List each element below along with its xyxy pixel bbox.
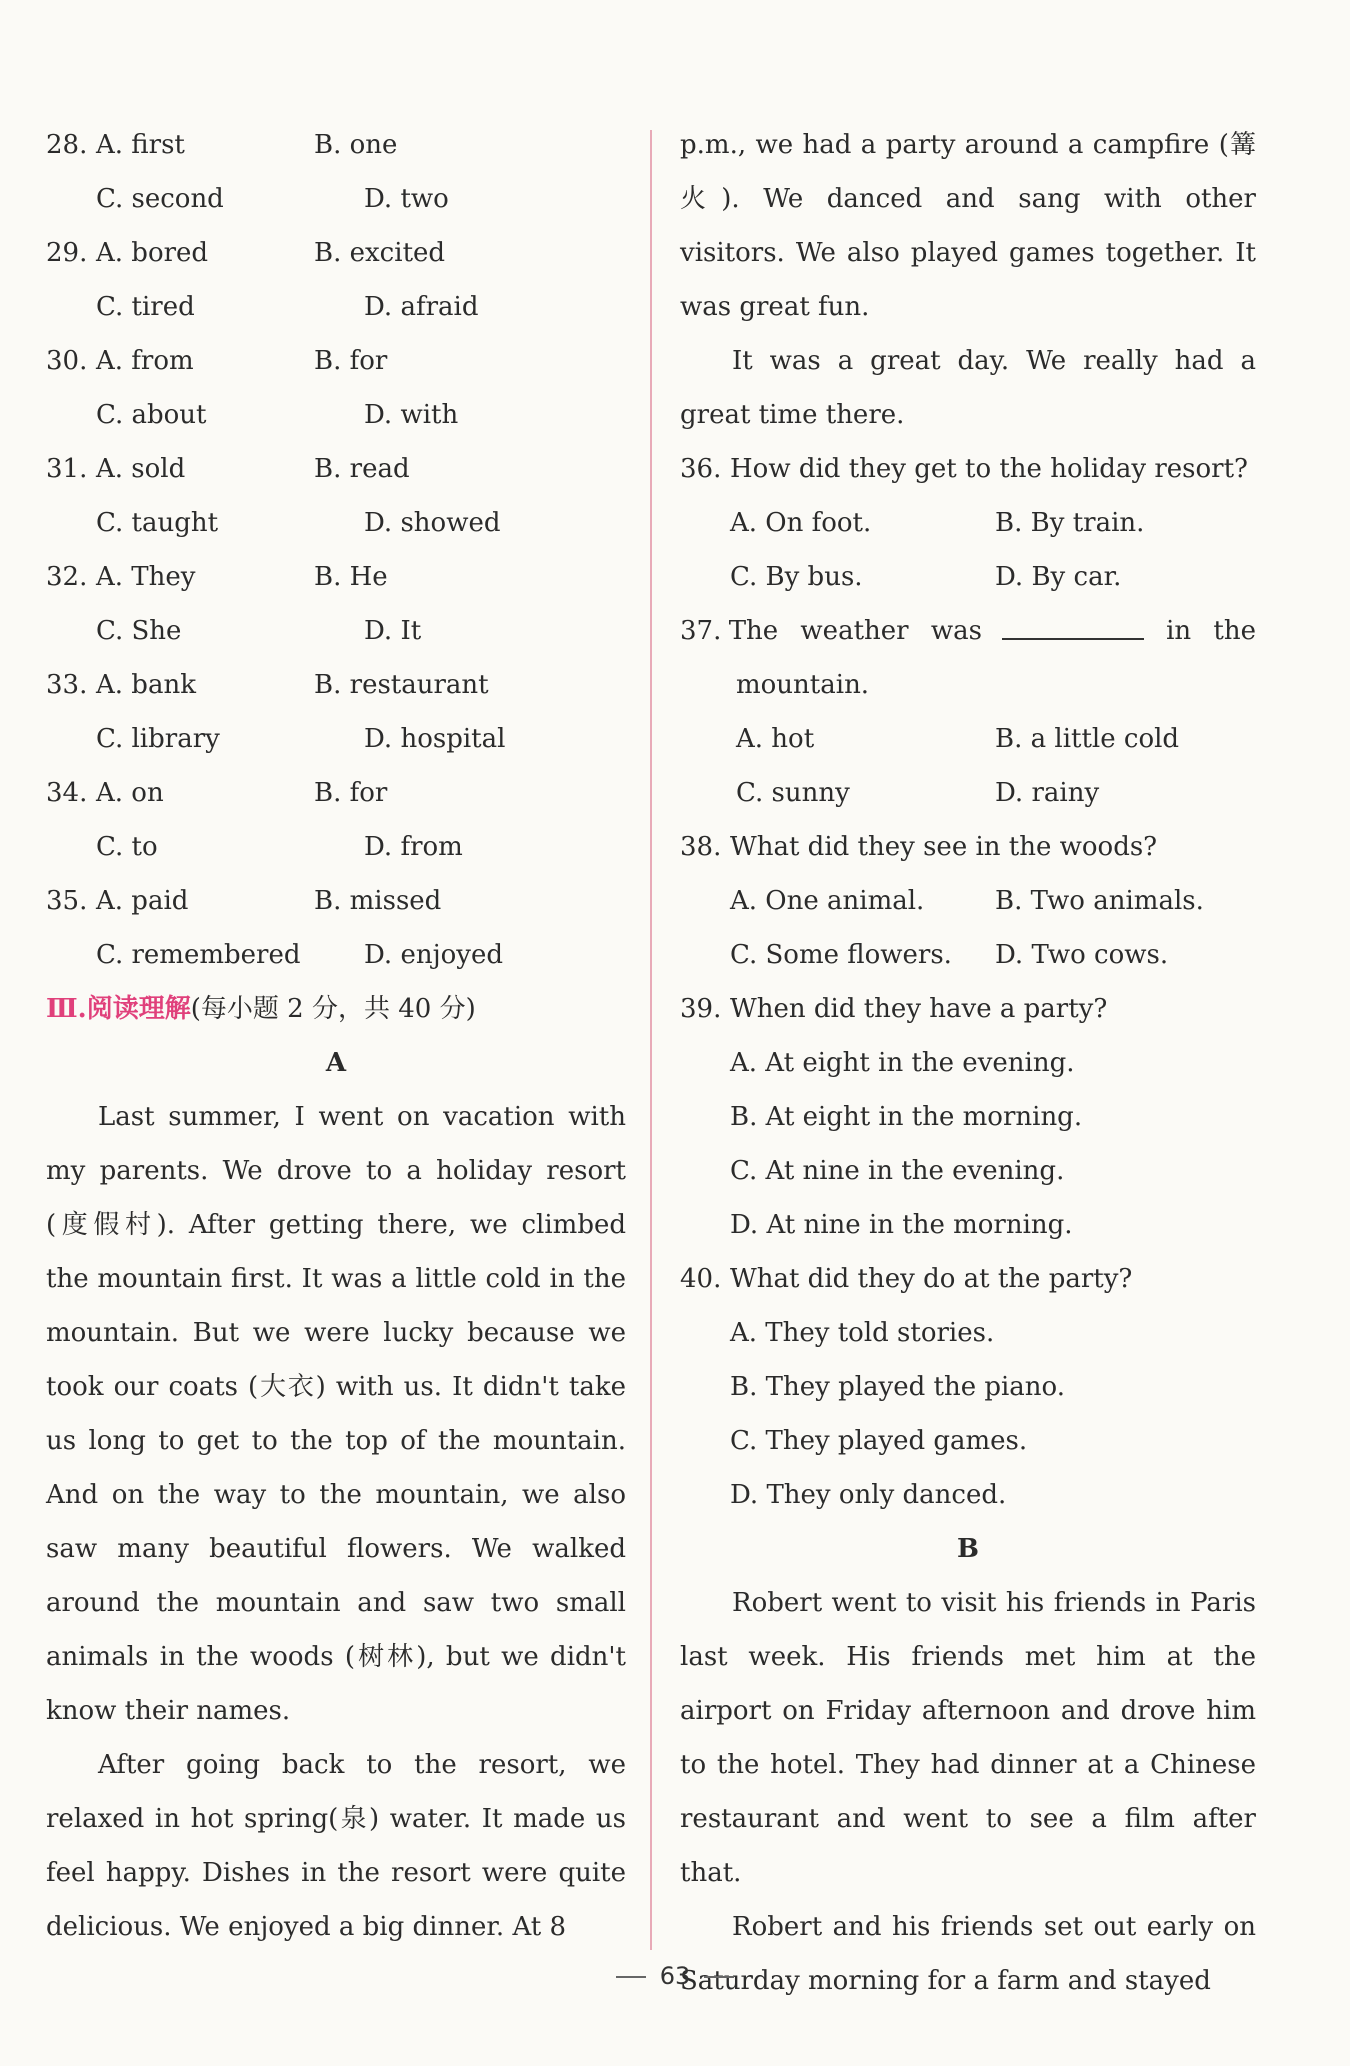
passage-a-paragraph-2: After going back to the resort, we relaxed in hot spring(泉) water. It made us feel happy. Dishes in the resort were quite delicious. We enjoyed a big dinner. At 8: [46, 1750, 626, 1942]
option-a[interactable]: A. They told stories.: [730, 1318, 995, 1348]
passage-a-heading: A: [325, 1048, 347, 1078]
question-number: 38.: [680, 832, 722, 862]
option-row: [46, 712, 626, 766]
option-b[interactable]: B. for: [314, 778, 388, 808]
question-number: 36.: [680, 454, 722, 484]
option-a[interactable]: A. bank: [96, 670, 196, 700]
question-38: [680, 820, 1256, 874]
option-d[interactable]: D. enjoyed: [364, 940, 504, 970]
option-row: [46, 118, 626, 172]
answer-blank[interactable]: [1002, 604, 1144, 640]
question-number: 34.: [46, 778, 88, 808]
option-a[interactable]: A. sold: [96, 454, 186, 484]
question-number: 40.: [680, 1264, 722, 1294]
option-row: [46, 280, 626, 334]
option-a[interactable]: A. bored: [96, 238, 209, 268]
option-row: [46, 928, 626, 982]
passage-a-continuation: p.m., we had a party around a campfire (篝火). We danced and sang with other visitors. We also played games together. It was great fun.: [680, 130, 1256, 322]
question-text: What did they see in the woods?: [730, 832, 1158, 862]
option-a[interactable]: A. They: [96, 562, 196, 592]
option-row: [46, 442, 626, 496]
option-d[interactable]: D. afraid: [364, 292, 479, 322]
option-c[interactable]: C. taught: [96, 508, 219, 538]
cloze-options: [46, 118, 626, 982]
option-row: [46, 766, 626, 820]
option-c[interactable]: C. Some flowers.: [730, 940, 952, 970]
question-37: [680, 604, 1256, 658]
option-c[interactable]: C. second: [96, 184, 224, 214]
option-c[interactable]: C. By bus.: [730, 562, 863, 592]
option-row: [680, 550, 1256, 604]
option-row: [46, 172, 626, 226]
option-b[interactable]: B. They played the piano.: [730, 1372, 1066, 1402]
option-d[interactable]: D. from: [364, 832, 463, 862]
question-40: [680, 1252, 1256, 1306]
question-text: The weather was: [728, 616, 982, 646]
question-number: 30.: [46, 346, 88, 376]
option-row: [680, 496, 1256, 550]
question-text: How did they get to the holiday resort?: [730, 454, 1248, 484]
option-a[interactable]: A. On foot.: [730, 508, 872, 538]
left-column: [46, 118, 626, 1954]
option-row: [680, 928, 1256, 982]
option-row: [46, 496, 626, 550]
option-b[interactable]: B. a little cold: [995, 724, 1180, 754]
section-heading: [46, 982, 626, 1036]
option-a[interactable]: A. on: [96, 778, 164, 808]
right-column: [680, 118, 1256, 2008]
option-row: [46, 550, 626, 604]
option-c[interactable]: C. remembered: [96, 940, 301, 970]
option-a[interactable]: A. hot: [736, 724, 815, 754]
question-number: 29.: [46, 238, 88, 268]
passage-b-heading: B: [957, 1534, 979, 1564]
section-title: 阅读理解: [86, 994, 191, 1024]
option-row: [46, 658, 626, 712]
option-d[interactable]: D. showed: [364, 508, 501, 538]
passage-a-closing: It was a great day. We really had a great time there.: [680, 346, 1256, 430]
option-d[interactable]: D. with: [364, 400, 459, 430]
option-c[interactable]: C. about: [96, 400, 207, 430]
question-number: 31.: [46, 454, 88, 484]
option-row: [46, 226, 626, 280]
option-d[interactable]: D. two: [364, 184, 449, 214]
option-row: [46, 388, 626, 442]
dash-left: [616, 1976, 646, 1978]
page-number: 63: [659, 1962, 691, 1990]
option-c[interactable]: C. At nine in the evening.: [730, 1156, 1065, 1186]
question-number: 39.: [680, 994, 722, 1024]
question-number: 37.: [680, 616, 722, 646]
option-row: [46, 820, 626, 874]
option-b[interactable]: B. missed: [314, 886, 442, 916]
option-b[interactable]: B. read: [314, 454, 410, 484]
option-a[interactable]: A. One animal.: [730, 886, 925, 916]
page-number-footer: [0, 1962, 1350, 1990]
option-a[interactable]: A. paid: [96, 886, 189, 916]
option-a[interactable]: A. from: [96, 346, 194, 376]
option-b[interactable]: B. excited: [314, 238, 446, 268]
option-d[interactable]: D. It: [364, 616, 422, 646]
question-number: 28.: [46, 130, 88, 160]
option-d[interactable]: D. By car.: [995, 562, 1122, 592]
passage-b-paragraph-1: Robert went to visit his friends in Paris last week. His friends met him at the airport on Friday afternoon and drove him to the hotel. They had dinner at a Chinese restaurant and went to see a film after that.: [680, 1588, 1256, 1888]
option-d[interactable]: D. Two cows.: [995, 940, 1169, 970]
option-d[interactable]: D. rainy: [995, 778, 1100, 808]
question-number: 35.: [46, 886, 88, 916]
question-text-continued: mountain.: [736, 670, 870, 700]
section-score-note: (每小题 2 分，共 40 分): [190, 994, 476, 1024]
option-c[interactable]: C. library: [96, 724, 220, 754]
dash-right: [704, 1976, 734, 1978]
option-b[interactable]: B. Two animals.: [995, 886, 1204, 916]
option-d[interactable]: D. hospital: [364, 724, 506, 754]
option-b[interactable]: B. one: [314, 130, 398, 160]
question-number: 32.: [46, 562, 88, 592]
section-roman-numeral: Ⅲ.: [46, 994, 87, 1024]
question-39: [680, 982, 1256, 1036]
passage-b-paragraph-2: Robert and his friends set out early on Saturday morning for a farm and stayed: [680, 1912, 1256, 1996]
option-c[interactable]: C. sunny: [736, 778, 850, 808]
option-b[interactable]: B. At eight in the morning.: [730, 1102, 1083, 1132]
option-a[interactable]: A. At eight in the evening.: [730, 1048, 1075, 1078]
option-c[interactable]: C. She: [96, 616, 182, 646]
option-row: [46, 604, 626, 658]
question-36: [680, 442, 1256, 496]
column-divider: [650, 130, 652, 1950]
option-b[interactable]: B. By train.: [995, 508, 1145, 538]
option-c[interactable]: C. They played games.: [730, 1426, 1028, 1456]
question-text: What did they do at the party?: [730, 1264, 1133, 1294]
option-c[interactable]: C. to: [96, 832, 158, 862]
option-d[interactable]: D. At nine in the morning.: [730, 1210, 1073, 1240]
option-row: [46, 334, 626, 388]
option-a[interactable]: A. first: [96, 130, 185, 160]
option-row: [680, 766, 1256, 820]
option-d[interactable]: D. They only danced.: [730, 1480, 1007, 1510]
question-text-end: in the: [1166, 616, 1256, 646]
option-row: [680, 712, 1256, 766]
option-b[interactable]: B. restaurant: [314, 670, 489, 700]
question-number: 33.: [46, 670, 88, 700]
option-row: [46, 874, 626, 928]
option-b[interactable]: B. for: [314, 346, 388, 376]
question-text: When did they have a party?: [730, 994, 1108, 1024]
passage-a-paragraph-1: Last summer, I went on vacation with my parents. We drove to a holiday resort (度假村). After getting there, we climbed the mountain first. It was a little cold in the mountain. But we were lucky because we took our coats (大衣) with us. It didn't take us long to get to the top of the mountain. And on the way to the mountain, we also saw many beautiful flowers. We walked around the mountain and saw two small animals in the woods (树林), but we didn't know their names.: [46, 1102, 626, 1726]
option-b[interactable]: B. He: [314, 562, 388, 592]
option-row: [680, 874, 1256, 928]
option-c[interactable]: C. tired: [96, 292, 195, 322]
